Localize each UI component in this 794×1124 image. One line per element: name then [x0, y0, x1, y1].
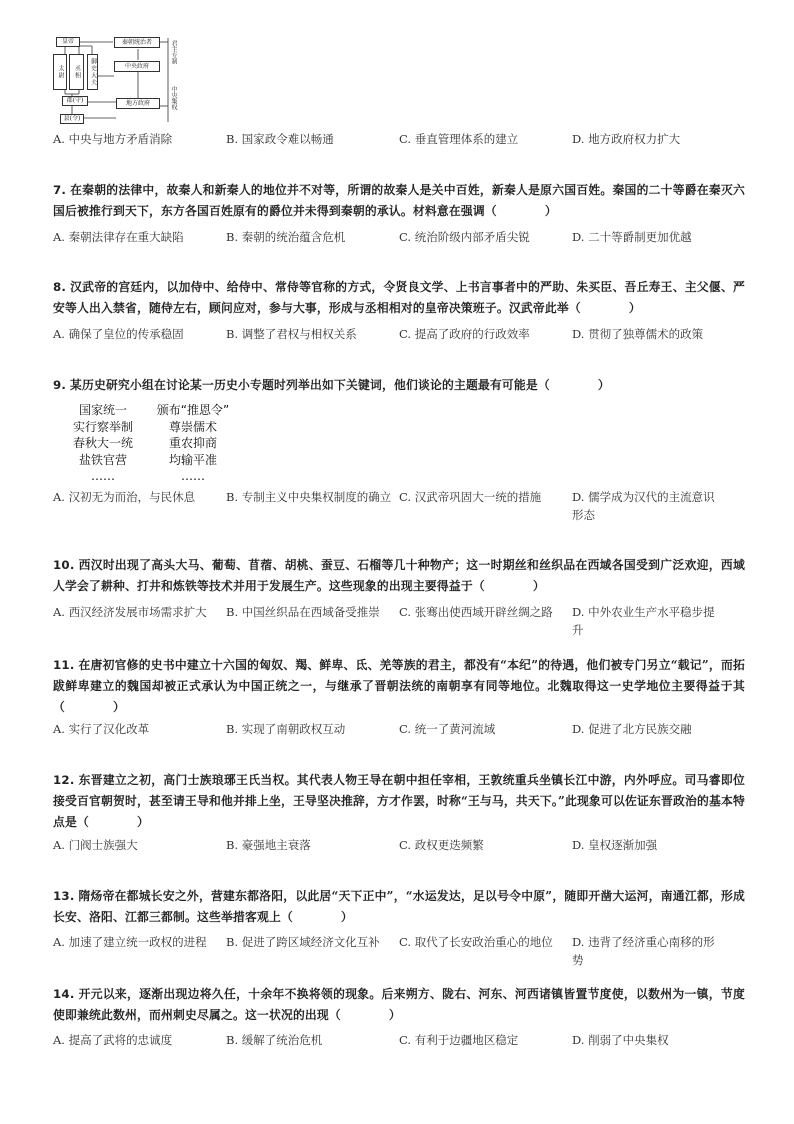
- q12-option-d[interactable]: D. 皇权逐渐加强: [572, 838, 658, 852]
- q12-option-b[interactable]: B. 豪强地主衰落: [226, 838, 311, 852]
- q13-option-a[interactable]: A. 加速了建立统一政权的进程: [53, 935, 207, 949]
- q8-option-b[interactable]: B. 调整了君权与相权关系: [226, 327, 357, 341]
- keyword: 春秋大一统: [72, 436, 133, 450]
- q9-option-a[interactable]: A. 汉初无为而治，与民休息: [53, 490, 196, 504]
- question-stem: 在唐初官修的史书中建立十六国的匈奴、羯、鲜卑、氐、羌等族的君主，都没有“本纪”的待遇，他们被专门另立“载记”，而拓跋鲜卑建立的魏国却被正式承认为中国正统之一，与继承了晋朝法统的南朝享有同等地位。北魏取得这一史学地位主要得益于其（ ）: [53, 658, 745, 714]
- county-box: 县(令): [60, 114, 84, 124]
- q12-option-a[interactable]: A. 门阀士族强大: [53, 838, 138, 852]
- keyword-row: [58, 419, 238, 436]
- q14-options: [53, 1031, 754, 1049]
- question-number: 14.: [53, 987, 75, 1001]
- question-9: [53, 375, 745, 396]
- q7-option-b[interactable]: B. 秦朝的统治蕴含危机: [226, 230, 346, 244]
- q9-option-c[interactable]: C. 汉武帝巩固大一统的措施: [399, 490, 542, 504]
- question-stem: 隋炀帝在都城长安之外，营建东都洛阳，以此居“天下正中”，“水运发达，足以号令中原”，随即开凿大运河，南通江都，形成长安、洛阳、江都三都制。这些举措客观上（ ）: [53, 889, 745, 924]
- centralization-label: 中央集权: [170, 86, 177, 110]
- question-stem: 某历史研究小组在讨论某一历史小专题时列举出如下关键词，他们谈论的主题最有可能是（ ）: [70, 378, 610, 392]
- question-number: 12.: [53, 773, 75, 787]
- q13-options: [53, 933, 754, 969]
- question-stem: 在秦朝的法律中，故秦人和新秦人的地位并不对等，所谓的故秦人是关中百姓，新秦人是原六国百姓。秦国的二十等爵在秦灭六国后被推行到天下，东方各国百姓原有的爵位并未得到秦朝的承认。材料意在强调（ ）: [53, 183, 745, 218]
- question-8: [53, 277, 745, 319]
- q6-option-a[interactable]: A. 中央与地方矛盾消除: [53, 132, 173, 146]
- keyword: ……: [91, 469, 115, 483]
- question-number: 13.: [53, 889, 75, 903]
- q9-option-b[interactable]: B. 专制主义中央集权制度的确立: [226, 490, 392, 504]
- question-number: 8.: [53, 280, 67, 294]
- keyword-list: [58, 402, 238, 485]
- keyword-row: [58, 435, 238, 452]
- q8-option-d[interactable]: D. 贯彻了独尊儒术的政策: [572, 327, 704, 341]
- q7-option-d[interactable]: D. 二十等爵制更加优越: [572, 230, 692, 244]
- question-stem: 东晋建立之初，高门士族琅琊王氏当权。其代表人物王导在朝中担任宰相，王敦统重兵坐镇长江中游，内外呼应。司马睿即位接受百官朝贺时，甚至请王导和他并排上坐，王导坚决推辞，方才作罢，时称“王与马，共天下。”此现象可以佐证东晋政治的基本特点是（ ）: [53, 773, 745, 829]
- q11-option-d[interactable]: D. 促进了北方民族交融: [572, 722, 692, 736]
- q10-option-b[interactable]: B. 中国丝织品在西域备受推崇: [226, 605, 380, 619]
- q11-option-b[interactable]: B. 实现了南朝政权互动: [226, 722, 346, 736]
- ruler-label-box: 秦朝统治者: [114, 37, 160, 48]
- question-7: [53, 180, 745, 222]
- government-structure-diagram: [50, 34, 182, 126]
- keyword: ……: [181, 469, 205, 483]
- q7-option-a[interactable]: A. 秦朝法律存在重大缺陷: [53, 230, 184, 244]
- keyword: 尊崇儒术: [168, 419, 217, 434]
- keyword: 均输平准: [168, 452, 217, 467]
- q9-options: [53, 488, 754, 524]
- local-government-box: 地方政府: [116, 98, 160, 109]
- censor-box: 御史大夫: [87, 54, 98, 90]
- q12-option-c[interactable]: C. 政权更迭频繁: [399, 838, 484, 852]
- question-13: [53, 886, 745, 928]
- question-stem: 开元以来，逐渐出现边将久任，十余年不换将领的现象。后来朔方、陇右、河东、河西诸镇皆置节度使，以数州为一镇，节度使即兼统此数州，而州刺史尽属之。这一状况的出现（ ）: [53, 987, 745, 1022]
- keyword: 颁布“推恩令”: [156, 403, 230, 417]
- question-12: [53, 770, 745, 833]
- keyword: 国家统一: [78, 403, 127, 417]
- q10-option-c[interactable]: C. 张骞出使西域开辟丝绸之路: [399, 605, 553, 619]
- q13-option-b[interactable]: B. 促进了跨区域经济文化互补: [226, 935, 380, 949]
- q10-options: [53, 603, 754, 639]
- q14-option-d[interactable]: D. 削弱了中央集权: [572, 1033, 669, 1047]
- q13-option-c[interactable]: C. 取代了长安政治重心的地位: [399, 935, 553, 949]
- chancellor-box: 丞相: [69, 54, 84, 90]
- q6-options: [53, 130, 754, 148]
- q14-option-a[interactable]: A. 提高了武将的忠诚度: [53, 1033, 173, 1047]
- q9-option-d[interactable]: D. 儒学成为汉代的主流意识形态: [572, 490, 715, 522]
- q10-option-a[interactable]: A. 西汉经济发展市场需求扩大: [53, 605, 207, 619]
- q8-option-a[interactable]: A. 确保了皇位的传承稳固: [53, 327, 184, 341]
- question-number: 11.: [53, 658, 75, 672]
- grand-commandant-box: 太尉: [53, 54, 67, 90]
- q11-options: [53, 720, 754, 738]
- q8-options: [53, 325, 754, 343]
- autocracy-label: 君主专制: [170, 40, 177, 64]
- q6-option-b[interactable]: B. 国家政令难以畅通: [226, 132, 334, 146]
- keyword: 盐铁官营: [78, 452, 127, 467]
- q7-option-c[interactable]: C. 统治阶级内部矛盾尖锐: [399, 230, 530, 244]
- q14-option-b[interactable]: B. 缓解了统治危机: [226, 1033, 323, 1047]
- keyword: 重农抑商: [168, 436, 217, 450]
- commandery-box: 郡(守): [62, 96, 88, 106]
- q12-options: [53, 836, 754, 854]
- q10-option-d[interactable]: D. 中外农业生产水平稳步提升: [572, 605, 715, 637]
- question-number: 10.: [53, 558, 75, 572]
- question-10: [53, 555, 745, 597]
- question-11: [53, 655, 745, 718]
- keyword-row: [58, 452, 238, 469]
- q14-option-c[interactable]: C. 有利于边疆地区稳定: [399, 1033, 519, 1047]
- q11-option-a[interactable]: A. 实行了汉化改革: [53, 722, 150, 736]
- question-stem: 汉武帝的宫廷内，以加侍中、给侍中、常侍等官称的方式，令贤良文学、上书言事者中的严助、朱买臣、吾丘寿王、主父偃、严安等人出入禁省，随侍左右，顾问应对，参与大事，形成与丞相相对的皇帝决策班子。汉武帝此举（ ）: [53, 280, 745, 315]
- q13-option-d[interactable]: D. 违背了经济重心南移的形势: [572, 935, 715, 967]
- keyword-row: [58, 402, 238, 419]
- q7-options: [53, 228, 754, 246]
- q11-option-c[interactable]: C. 统一了黄河流域: [399, 722, 496, 736]
- keyword: 实行察举制: [72, 419, 133, 434]
- emperor-box: 皇帝: [56, 37, 80, 47]
- central-government-box: 中央政府: [114, 61, 160, 72]
- q8-option-c[interactable]: C. 提高了政府的行政效率: [399, 327, 530, 341]
- q6-option-c[interactable]: C. 垂直管理体系的建立: [399, 132, 519, 146]
- question-number: 9.: [53, 378, 67, 392]
- question-14: [53, 984, 745, 1026]
- question-stem: 西汉时出现了高头大马、葡萄、苜蓿、胡桃、蚕豆、石榴等几十种物产；这一时期丝和丝织品在西域各国受到广泛欢迎，西域人学会了耕种、打井和炼铁等技术并用于发展生产。这些现象的出现主要得益于（ ）: [53, 558, 745, 593]
- question-number: 7.: [53, 183, 67, 197]
- q6-option-d[interactable]: D. 地方政府权力扩大: [572, 132, 681, 146]
- keyword-row: [58, 468, 238, 485]
